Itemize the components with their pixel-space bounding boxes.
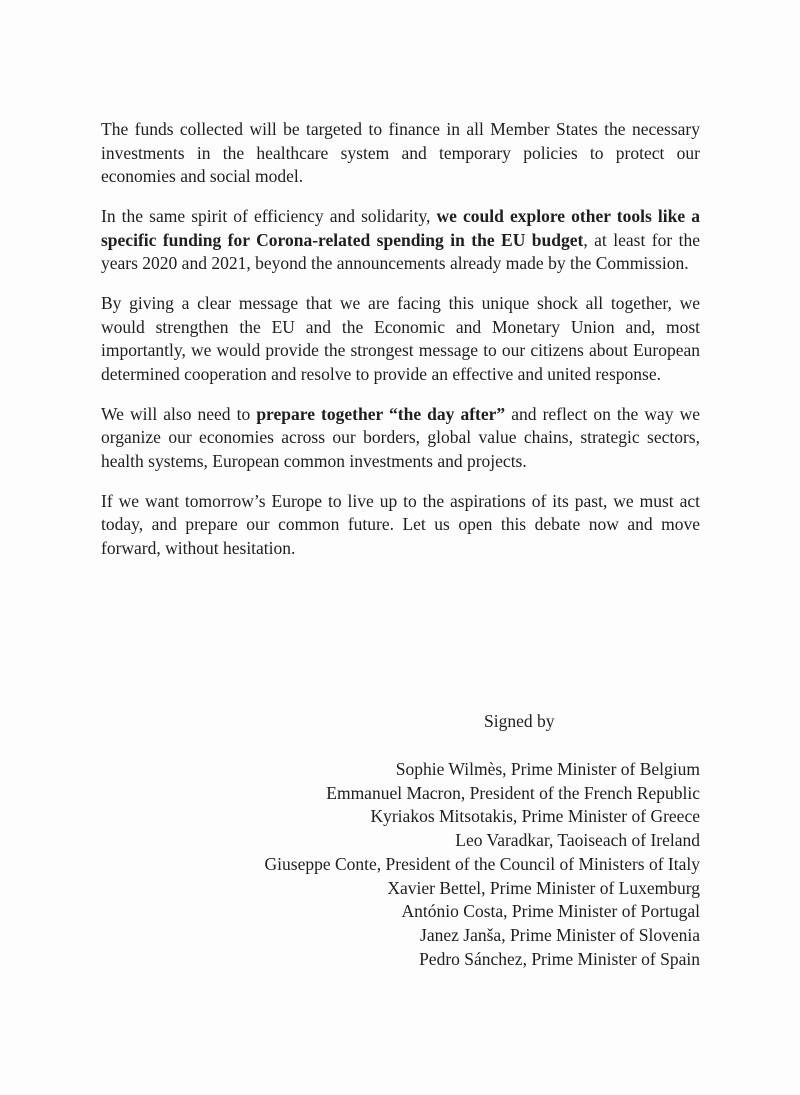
bold-text: we could explore other tools like a specific funding for Corona-related spending in the EU budget [101, 206, 700, 250]
paragraph [101, 292, 700, 386]
signer: Xavier Bettel, Prime Minister of Luxemburg [387, 877, 700, 898]
paragraph [101, 490, 700, 561]
signer: Sophie Wilmès, Prime Minister of Belgium [395, 759, 700, 779]
bold-text: prepare together “the day after” [256, 403, 506, 424]
text: The funds collected will be targeted to finance in all Member States the necessary investments in the healthcare system and temporary policies to protect our economies and social model. [101, 119, 700, 186]
text: , at least for the years 2020 and 2021, beyond the announcements already made by the Commission. [101, 229, 700, 273]
text: In the same spirit of efficiency and solidarity, [101, 206, 437, 226]
paragraph [101, 118, 700, 189]
letter-body [101, 118, 700, 577]
paragraph [101, 403, 700, 474]
signer: Giuseppe Conte, President of the Council of Ministers of Italy [264, 853, 700, 874]
text: By giving a clear message that we are facing this unique shock all together, we would strengthen the EU and the Economic and Monetary Union and, most importantly, we would provide the strongest message to our citizens about European determined cooperation and resolve to provide an effective and united response. [101, 293, 700, 384]
paragraph [101, 205, 700, 276]
text: and reflect on the way we organize our economies across our borders, global value chains, strategic sectors, health systems, European common investments and projects. [101, 403, 700, 471]
signer: Leo Varadkar, Taoiseach of Ireland [455, 830, 700, 851]
signer: Kyriakos Mitsotakis, Prime Minister of Greece [370, 806, 700, 827]
signer: Pedro Sánchez, Prime Minister of Spain [419, 948, 700, 969]
text: If we want tomorrow’s Europe to live up to the aspirations of its past, we must act today, and prepare our common future. Let us open this debate now and move forward, without hesitation. [101, 490, 700, 558]
signed-by-label: Signed by [484, 711, 555, 731]
signer: António Costa, Prime Minister of Portugal [401, 901, 700, 922]
signer: Emmanuel Macron, President of the French Republic [326, 782, 700, 803]
signers-list [265, 758, 700, 971]
text: We will also need to [101, 403, 257, 424]
signer: Janez Janša, Prime Minister of Slovenia [420, 924, 700, 945]
